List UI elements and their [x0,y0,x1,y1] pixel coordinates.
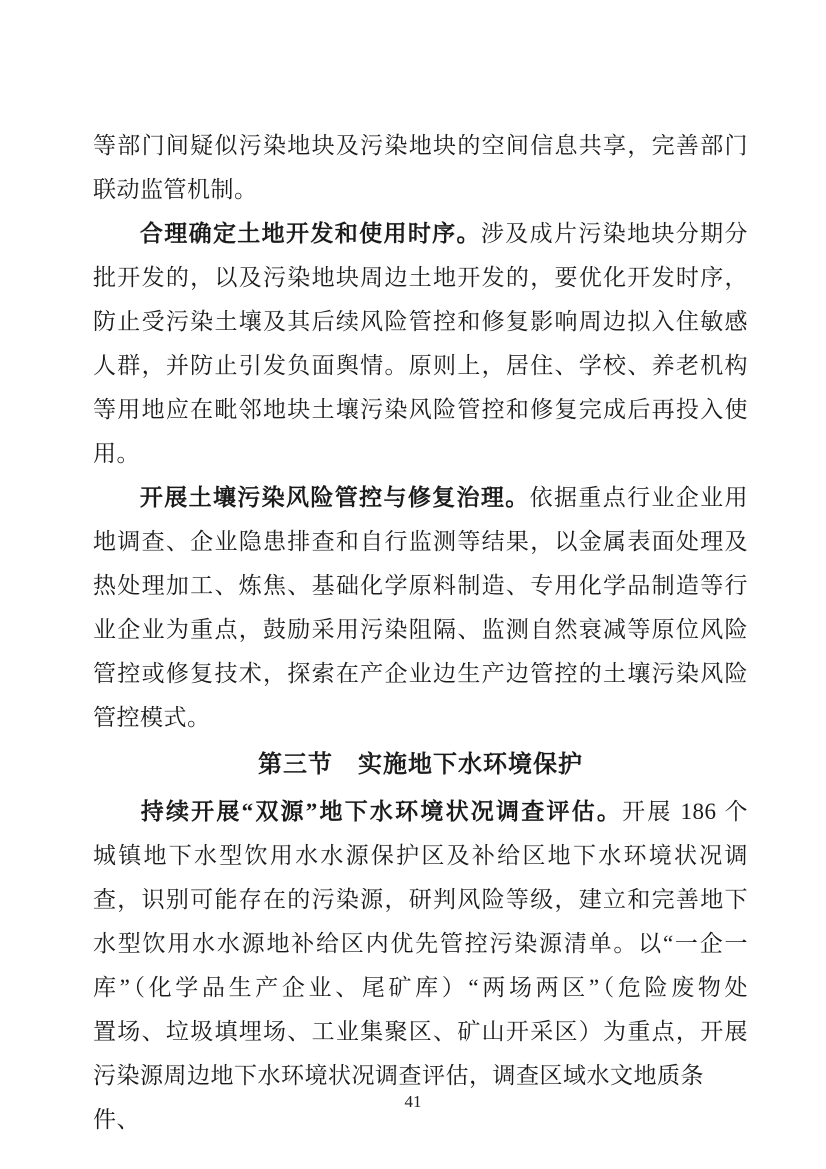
line-text: 管控模式。 [93,705,211,730]
text-line [93,790,748,834]
text-line [93,878,748,922]
line-text: 地调查、企业隐患排查和自行监测等结果，以金属表面处理及 [93,529,748,554]
text-line [93,696,748,740]
line-text: 防止受污染土壤及其后续风险管控和修复影响周边拟入住敏感 [93,309,748,334]
line-text: 查，识别可能存在的污染源，研判风险等级，建立和完善地下 [93,887,748,912]
line-text: 业企业为重点，鼓励采用污染阻隔、监测自然衰减等原位风险 [93,617,748,642]
text-line [93,966,748,1010]
line-text: 等用地应在毗邻地块土壤污染风险管控和修复完成后再投入使 [93,397,748,422]
text-line [93,1010,748,1054]
section-heading: 第三节 实施地下水环境保护 [258,752,583,778]
line-text: 等部门间疑似污染地块及污染地块的空间信息共享，完善部门 [93,133,748,158]
text-line [93,652,748,696]
line-text: 污染源周边地下水环境状况调查评估，调查区域水文地质条件、 [93,1063,704,1132]
line-text: 开展 186 个 [622,799,749,824]
line-text: 置场、垃圾填埋场、工业集聚区、矿山开采区）为重点，开展 [93,1019,748,1044]
line-text: 人群，并防止引发负面舆情。原则上，居住、学校、养老机构 [93,353,748,378]
text-line [93,124,748,168]
line-text: 管控或修复技术，探索在产企业边生产边管控的土壤污染风险 [93,661,748,686]
line-text: 用。 [93,441,140,466]
text-line [93,476,748,520]
page-number: 41 [404,1092,422,1111]
text-line [93,212,748,256]
line-text: 联动监管机制。 [93,177,258,202]
text-line [93,388,748,432]
line-text: 依据重点行业企业用 [529,485,749,510]
paragraph-lead-bold: 开展土壤污染风险管控与修复治理。 [139,485,530,510]
text-line [93,520,748,564]
page-footer [0,1092,826,1112]
line-text: 热处理加工、炼焦、基础化学原料制造、专用化学品制造等行 [93,573,748,598]
text-line [93,834,748,878]
text-line [93,168,748,212]
paragraph-lead-bold: 持续开展“双源”地下水环境状况调查评估。 [139,799,623,824]
text-line [93,608,748,652]
line-text: 批开发的，以及污染地块周边土地开发的，要优化开发时序， [93,265,748,290]
text-line [93,564,748,608]
line-text: 城镇地下水型饮用水水源保护区及补给区地下水环境状况调 [93,843,748,868]
paragraph-lead-bold: 合理确定土地开发和使用时序。 [139,221,481,246]
text-line [93,300,748,344]
text-line [93,344,748,388]
text-line [93,922,748,966]
line-text: 库”（化学品生产企业、尾矿库）“两场两区”（危险废物处 [93,975,748,1000]
line-text: 水型饮用水水源地补给区内优先管控污染源清单。以“一企一 [93,931,748,956]
text-line [93,432,748,476]
line-text: 涉及成片污染地块分期分 [480,221,749,246]
text-line [93,256,748,300]
